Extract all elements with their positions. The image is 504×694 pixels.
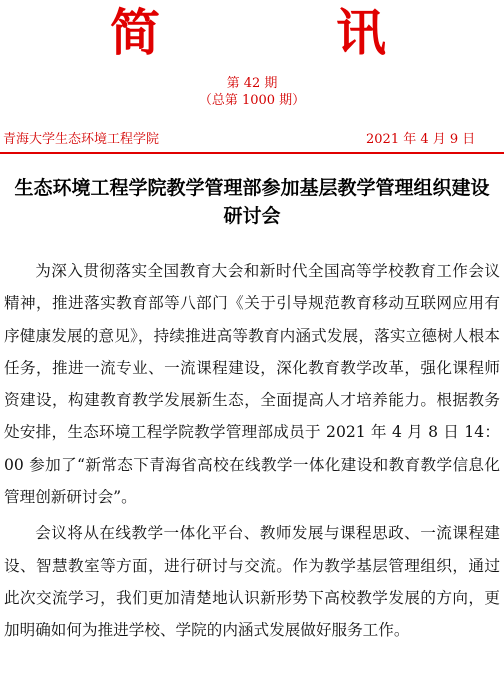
total-issue-number: （总第 1000 期） (198, 93, 306, 108)
newsletter-masthead (0, 0, 504, 147)
issue-info (0, 75, 504, 109)
paragraph: 会议将从在线教学一体化平台、教师发展与课程思政、一流课程建设、智慧教室等方面，进行研讨与交流。作为教学基层管理组织，通过此次交流学习，我们更加清楚地认识新形势下高校教学发展的方向，更加明确如何为推进学校、学院的内涵式发展做好服务工作。 (4, 524, 500, 640)
article-title: 生态环境工程学院教学管理部参加基层教学管理组织建设研讨会 (14, 177, 490, 227)
paragraph: 为深入贯彻落实全国教育大会和新时代全国高等学校教育工作会议精神，推进落实教育部等八部门《关于引导规范教育移动互联网应用有序健康发展的意见》，持续推进高等教育内涵式发展，落实立德树人根本任务，推进一流专业、一流课程建设，深化教育教学改革，强化课程师资建设，构建教育教学发展新生态，全面提高人才培养能力。根据教务处安排，生态环境工程学院教学管理部成员于 2021 年 4 月 8 日 14：00 参加了“新常态下青海省高校在线教学一体化建设和教育教学信息化管理创新研讨会”。 (4, 262, 500, 507)
masthead-title-char-2: 讯 (336, 4, 386, 62)
publish-date: 2021 年 4 月 9 日 (366, 132, 476, 147)
publisher-row (0, 131, 504, 149)
masthead-title (0, 2, 504, 64)
article-body (4, 255, 500, 651)
publisher-name: 青海大学生态环境工程学院 (3, 132, 160, 147)
masthead-divider (0, 152, 504, 154)
issue-number: 第 42 期 (226, 76, 278, 91)
masthead-title-char-1: 简 (110, 4, 160, 62)
